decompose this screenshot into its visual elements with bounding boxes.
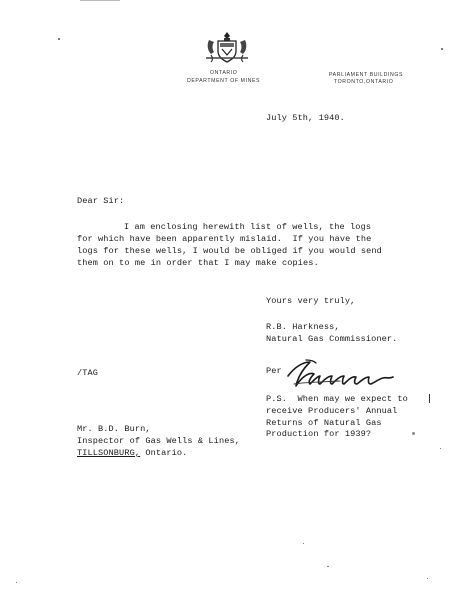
scan-speck	[303, 543, 304, 544]
postscript-line: receive Producers' Annual	[266, 406, 398, 416]
signer-name: R.B. Harkness,	[266, 322, 340, 332]
salutation: Dear Sir:	[77, 196, 125, 206]
recipient-title: Inspector of Gas Wells & Lines,	[77, 436, 240, 446]
signer-title: Natural Gas Commissioner.	[266, 334, 398, 344]
body-line: logs for these wells, I would be obliged if you would send	[77, 246, 382, 256]
closing: Yours very truly,	[266, 296, 356, 306]
scan-speck	[327, 566, 329, 567]
body-line: I am enclosing herewith list of wells, the logs	[124, 222, 372, 232]
postscript-line: P.S. When may we expect to	[266, 394, 408, 404]
scan-speck	[58, 38, 60, 40]
scan-speck	[427, 578, 428, 579]
body-line: for which have been apparently mislaid. If you have the	[77, 234, 372, 244]
scan-speck	[441, 48, 443, 50]
scan-speck	[80, 0, 120, 1]
postscript-line: Production for 1939?	[266, 429, 372, 439]
scan-speck	[16, 582, 17, 583]
letter-date: July 5th, 1940.	[266, 113, 345, 123]
letterhead-address-line1: PARLIAMENT BUILDINGS	[329, 72, 404, 78]
letterhead-address-line2: TORONTO,ONTARIO	[334, 79, 394, 85]
recipient-name: Mr. B.D. Burn,	[77, 424, 151, 434]
recipient-location	[77, 448, 187, 459]
body-line: them on to me in order that I may make copies.	[77, 258, 319, 268]
letterhead	[0, 0, 456, 90]
scan-speck	[412, 432, 415, 435]
handwritten-signature	[286, 354, 418, 390]
reference-initials: /TAG	[77, 368, 99, 378]
scan-speck	[429, 394, 430, 403]
coat-of-arms-icon	[203, 30, 251, 66]
recipient-city: TILLSONBURG,	[77, 448, 141, 458]
scan-speck	[440, 448, 441, 449]
per-label: Per	[266, 366, 282, 376]
letterhead-province: ONTARIO	[210, 70, 238, 76]
letterhead-department: DEPARTMENT OF MINES	[187, 78, 261, 84]
recipient-province: Ontario.	[140, 448, 188, 458]
postscript-line: Returns of Natural Gas	[266, 418, 382, 428]
